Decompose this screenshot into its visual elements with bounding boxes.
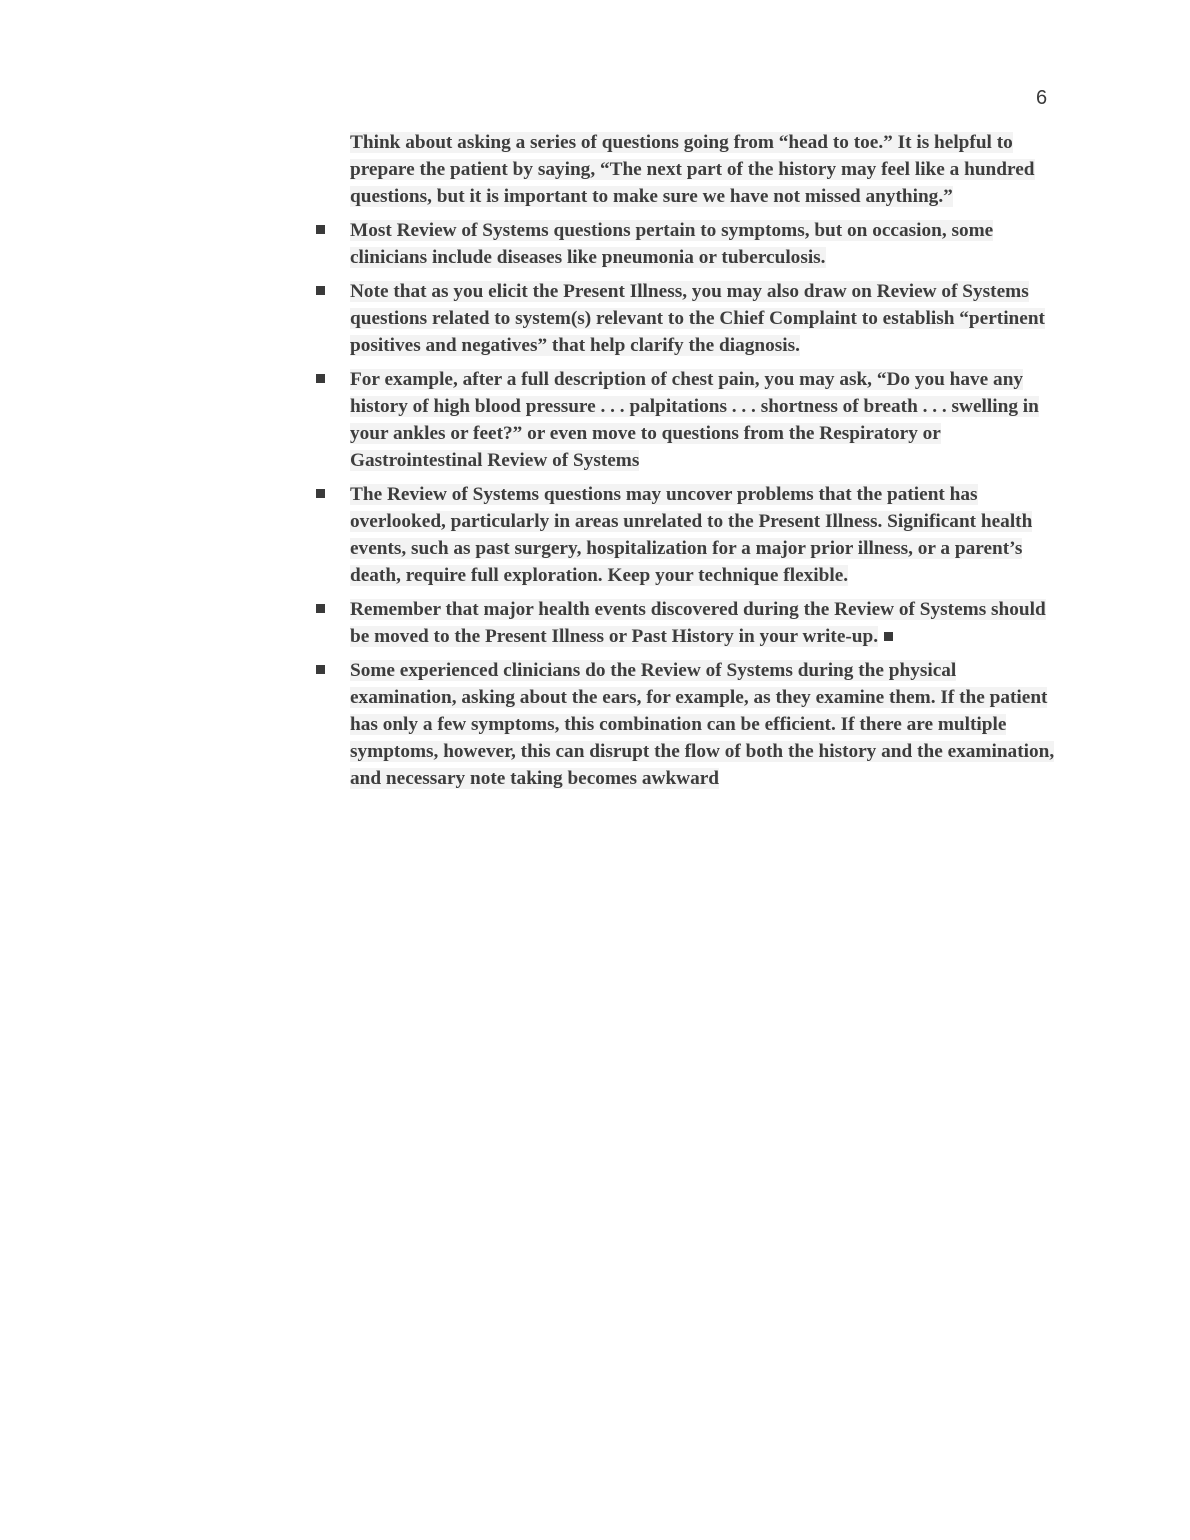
bullet-item (350, 596, 1055, 650)
square-bullet-icon (316, 286, 325, 295)
intro-text: Think about asking a series of questions going from “head to toe.” It is helpful to prepare the patient by saying, “The next part of the history may feel like a hundred questions, but it is important to make sure we have not missed anything.” (350, 132, 1035, 207)
bullet-text: The Review of Systems questions may uncover problems that the patient has overlooked, particularly in areas unrelated to the Present Illness. Significant health events, such as past surgery, hospitalization for a major prior illness, or a parent’s death, require full exploration. Keep your technique flexible. (350, 484, 1033, 586)
bullet-item (350, 366, 1055, 474)
square-bullet-icon (316, 225, 325, 234)
square-bullet-icon (316, 604, 325, 613)
bullet-text: Remember that major health events discovered during the Review of Systems should be moved to the Present Illness or Past History in your write-up. (350, 599, 1046, 647)
bullet-item (350, 217, 1055, 271)
intro-paragraph (350, 129, 1055, 210)
bullet-text: Some experienced clinicians do the Review of Systems during the physical examination, asking about the ears, for example, as they examine them. If the patient has only a few symptoms, this combination can be efficient. If there are multiple symptoms, however, this can disrupt the flow of both the history and the examination, and necessary note taking becomes awkward (350, 660, 1055, 789)
bullet-text: Most Review of Systems questions pertain to symptoms, but on occasion, some clinicians include diseases like pneumonia or tuberculosis. (350, 220, 994, 268)
square-bullet-icon (316, 665, 325, 674)
document-body (350, 129, 1055, 799)
bullet-item (350, 481, 1055, 589)
bullet-text: For example, after a full description of chest pain, you may ask, “Do you have any history of high blood pressure . . . palpitations . . . shortness of breath . . . swelling in your ankles or feet?” or even move to questions from the Respiratory or Gastrointestinal Review of Systems (350, 369, 1039, 471)
page-number: 6 (1036, 87, 1048, 109)
section-end-icon (884, 632, 893, 641)
bullet-item (350, 657, 1055, 792)
square-bullet-icon (316, 374, 325, 383)
bullet-text: Note that as you elicit the Present Illness, you may also draw on Review of Systems questions related to system(s) relevant to the Chief Complaint to establish “pertinent positives and negatives” that help clarify the diagnosis. (350, 281, 1045, 356)
bullet-item (350, 278, 1055, 359)
square-bullet-icon (316, 489, 325, 498)
